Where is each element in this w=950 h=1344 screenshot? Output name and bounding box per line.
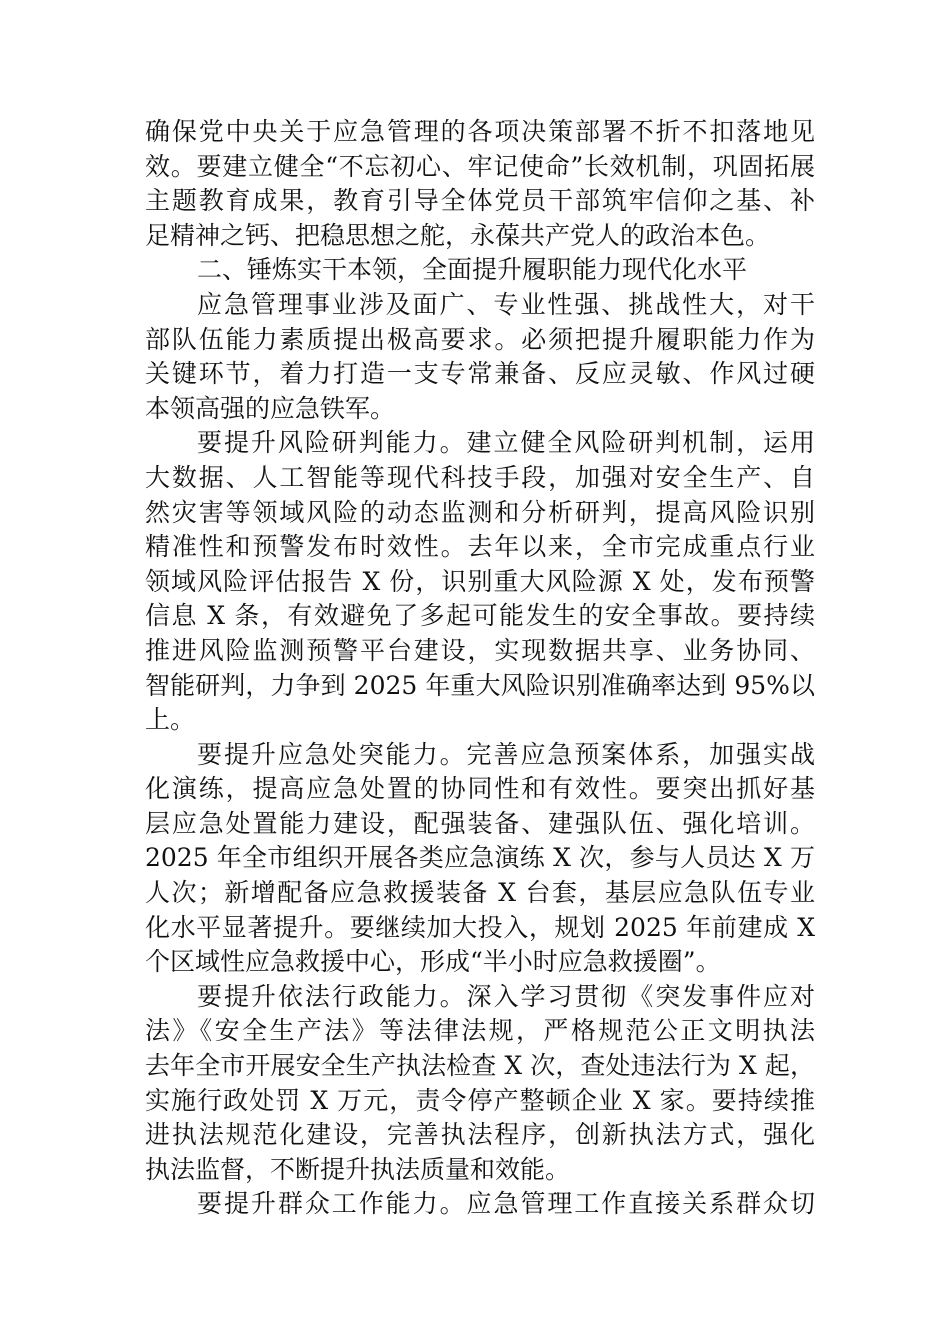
- paragraph-first-line: 要提升应急处突能力。完善应急预案体系，加强实战: [197, 739, 815, 769]
- paragraph-line: 确保党中央关于应急管理的各项决策部署不折不扣落地见: [145, 117, 815, 146]
- paragraph-first-line: 要提升群众工作能力。应急管理工作直接关系群众切: [197, 1189, 815, 1219]
- paragraph-first-line: 要提升依法行政能力。深入学习贯彻《突发事件应对: [197, 981, 815, 1011]
- paragraph-first-line: 要提升风险研判能力。建立健全风险研判机制，运用: [197, 428, 815, 458]
- paragraph-line: 人次；新增配备应急救援装备 X 台套，基层应急队伍专业: [145, 878, 815, 908]
- paragraph-line: 法》《安全生产法》等法律法规，严格规范公正文明执法: [145, 1016, 815, 1046]
- document-body: [145, 115, 815, 1222]
- paragraph-line: 去年全市开展安全生产执法检查 X 次，查处违法行为 X 起，: [145, 1051, 815, 1081]
- paragraph-line: 精准性和预警发布时效性。去年以来，全市完成重点行业: [145, 532, 815, 562]
- paragraph-line: 2025 年全市组织开展各类应急演练 X 次，参与人员达 X 万: [145, 843, 815, 873]
- paragraph-line: 进执法规范化建设，完善执法程序，创新执法方式，强化: [145, 1120, 815, 1150]
- paragraph-line: 化水平显著提升。要继续加大投入，规划 2025 年前建成 X: [145, 912, 815, 942]
- paragraph-line: 然灾害等领域风险的动态监测和分析研判，提高风险识别: [145, 497, 815, 527]
- paragraph-line: 推进风险监测预警平台建设，实现数据共享、业务协同、: [145, 635, 815, 665]
- paragraph-line: 层应急处置能力建设，配强装备、建强队伍、强化培训。: [145, 808, 815, 838]
- paragraph-first-line: 应急管理事业涉及面广、专业性强、挑战性大，对干: [197, 289, 815, 319]
- paragraph-line: 智能研判，力争到 2025 年重大风险识别准确率达到 95%以: [145, 670, 815, 700]
- paragraph-line: 执法监督，不断提升执法质量和效能。: [145, 1154, 571, 1184]
- paragraph-line: 关键环节，着力打造一支专常兼备、反应灵敏、作风过硬: [145, 359, 815, 389]
- paragraph-line: 个区域性应急救援中心，形成“半小时应急救援圈”。: [145, 947, 721, 977]
- paragraph-line: 大数据、人工智能等现代科技手段，加强对安全生产、自: [145, 462, 815, 492]
- paragraph-line: 部队伍能力素质提出极高要求。必须把提升履职能力作为: [145, 324, 815, 354]
- paragraph-line: 足精神之钙、把稳思想之舵，永葆共产党人的政治本色。: [145, 220, 771, 250]
- paragraph-line: 上。: [145, 705, 196, 735]
- paragraph-line: 本领高强的应急铁军。: [145, 393, 396, 423]
- paragraph-line: 化演练，提高应急处置的协同性和有效性。要突出抓好基: [145, 774, 815, 804]
- paragraph-line: 实施行政处罚 X 万元，责令停产整顿企业 X 家。要持续推: [145, 1085, 815, 1115]
- paragraph-line: 信息 X 条，有效避免了多起可能发生的安全事故。要持续: [145, 601, 815, 631]
- paragraph-first-line: 二、锤炼实干本领，全面提升履职能力现代化水平: [197, 255, 748, 285]
- paragraph-line: 主题教育成果，教育引导全体党员干部筑牢信仰之基、补: [145, 186, 815, 216]
- paragraph-line: 效。要建立健全“不忘初心、牢记使命”长效机制，巩固拓展: [145, 151, 815, 181]
- paragraph-line: 领域风险评估报告 X 份，识别重大风险源 X 处，发布预警: [145, 566, 815, 596]
